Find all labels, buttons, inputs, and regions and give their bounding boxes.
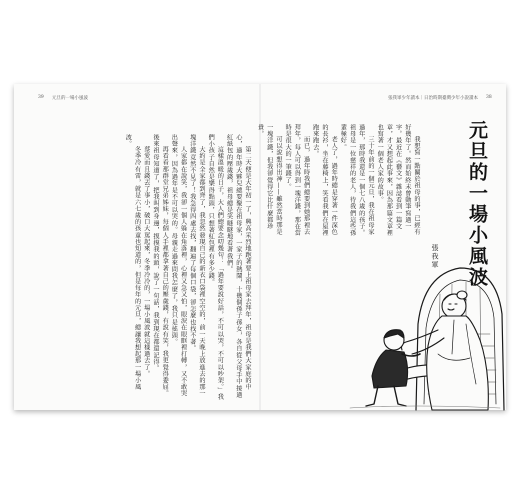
chapter-title: 元旦的一場小風波 xyxy=(466,120,488,288)
body-paragraph: 再看看那群堂兄弟姊妹，每個人手裡都拿著自己的壓歲錢，有說有笑，我更覺得委屈。後來祖母知道了，把我叫到身邊，摸摸我的頭，說了一句話，我到現在都還記得。 xyxy=(151,134,169,398)
right-page-number: 38 xyxy=(486,95,492,100)
right-page xyxy=(256,84,506,410)
left-page-body xyxy=(34,134,252,402)
body-paragraph: 老人了，過年時總是穿著一件深色的長衫，坐在藤椅上，笑看我們在屋裡跑來跑去。 xyxy=(311,124,338,237)
left-page-number: 39 xyxy=(38,95,44,100)
book-spread xyxy=(14,84,506,410)
body-paragraph: 蔡愛而且錢丟了事小，破口大罵起來，冬季冷冷的，一場小風波就這樣過去了。 xyxy=(142,146,150,378)
body-paragraph: 我想寫一點關於祖母的事，已經有好幾年了。然而始終未曾動筆寫過一字。最近在《藝文》雜誌看到一篇文章，才又想起此事來，因為那篇文章裡也寫著一個老人家的故事。 xyxy=(376,124,420,237)
body-paragraph: 這樣溫暖的日子，大人們總要念叨幾句：「過年要說好話，不可以哭，不可以吵架。」我們小孩子自然是樂得點頭，只想著紅包裡有多少錢。 xyxy=(207,134,224,401)
author-name: 張我軍 xyxy=(431,244,439,270)
body-paragraph: 大約是全家都到齊了，我忽然發現自己的新衣口袋裡空空的，前一天晚上放進去的那一塊洋錢竟然不見了！我急得四處去找，翻遍了每個口袋，卻怎麼也找不著。 xyxy=(188,134,205,398)
grandmother-and-child-illustration-icon xyxy=(320,254,506,410)
right-running-title: 張我軍少年讀本｜日治時期臺灣少年小說讀本 xyxy=(388,96,478,101)
right-page-body xyxy=(256,124,421,240)
left-page xyxy=(14,84,260,410)
body-paragraph: 可以說想得出神——雖然當時那是一塊洋錢，但我卻覺得它比什麼都珍貴。 xyxy=(256,124,282,236)
left-running-title: 元旦的一場小風波 xyxy=(52,96,88,101)
body-paragraph: 第二天便是大年初一了，興高采烈地跑著要上祖母家去拜年，祖母是我們大家庭的中心，過年時大夥兒總要聚在祖母家，一家子的熱鬧，十幾個孫子孫女，各自從父母手中接過紅紙包的壓歲錢，祖母總是笑瞇瞇地看著我們。 xyxy=(225,134,251,398)
body-paragraph: 而已，過年時我們總要到她那裡去拜年，每人可以得到一塊洋錢，那在當時是很大的一筆錢了。 xyxy=(284,124,310,237)
body-paragraph: 三十年前的一個元旦，我在祖母家過年，那時我還是一個七八歲的孩子。祖母是一位慈祥的老人，待我們這些孫輩極好。 xyxy=(339,124,374,237)
body-paragraph: 冬季冷有雷，就是六七歲的孩童也知道的，但是每年的元旦，總讓我想起那一場小風波。 xyxy=(124,134,141,391)
body-paragraph: 人家都在說笑，我卻一個人躲在角落裡，心裡又急又怕，眼淚在眼眶裡打轉，又不敢哭出聲來，因為過年是不可以哭的。母親走過來問我怎麼了，我只是搖頭。 xyxy=(170,134,187,398)
